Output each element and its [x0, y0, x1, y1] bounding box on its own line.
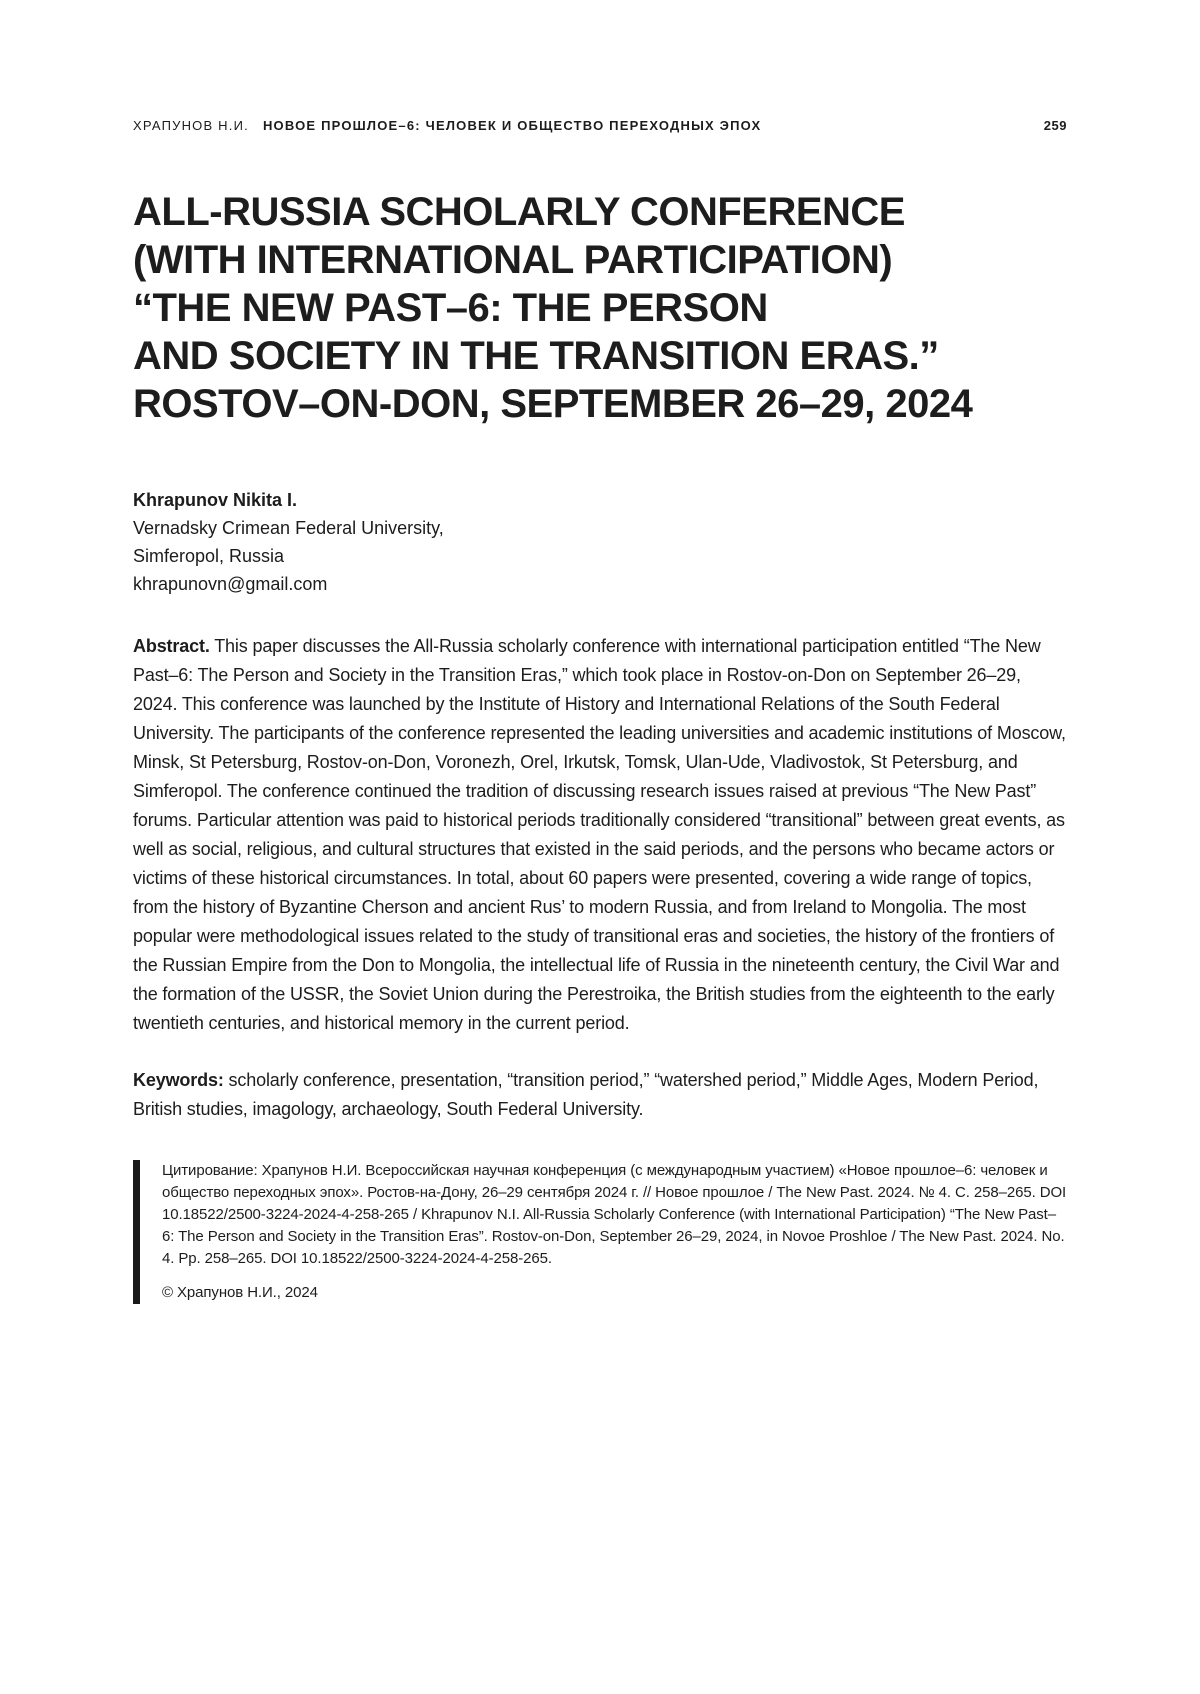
running-head-title: НОВОЕ ПРОШЛОЕ–6: ЧЕЛОВЕК И ОБЩЕСТВО ПЕРЕХОДНЫХ ЭПОХ [262, 118, 762, 133]
article-title-line: (WITH INTERNATIONAL PARTICIPATION) [133, 238, 893, 282]
copyright-line: © Храпунов Н.И., 2024 [162, 1284, 318, 1301]
keywords-label: Keywords: [133, 1070, 224, 1090]
abstract-paragraph [133, 632, 1067, 1038]
running-head [133, 118, 1067, 134]
citation-bar [133, 1160, 140, 1304]
abstract-label: Abstract. [133, 636, 210, 656]
citation-content [140, 1160, 1067, 1304]
author-block [133, 486, 1067, 598]
author-affiliation: Vernadsky Crimean Federal University, [133, 518, 444, 538]
article-title-line: AND SOCIETY IN THE TRANSITION ERAS.” [133, 334, 939, 378]
keywords-text: scholarly conference, presentation, “transition period,” “watershed period,” Middle Ages, Modern Period, British studies, imagology, archaeology, South Federal University. [133, 1070, 1039, 1119]
running-head-left [133, 118, 761, 134]
citation-text: Цитирование: Храпунов Н.И. Всероссийская научная конференция (с международным участием) «Новое прошлое–6: человек и общество переходных эпох». Ростов-на-Дону, 26–29 сентября 2024 г. // Новое прошлое / The New Past. 2024. № 4. С. 258–265. DOI 10.18522/2500-3224-2024-4-258-265 / Khrapunov N.I. All-Russia Scholarly Conference (with International Participation) “The New Past–6: The Person and Society in the Transition Eras”. Rostov-on-Don, September 26–29, 2024, in Novoe Proshloe / The New Past. 2024. No. 4. Pp. 258–265. DOI 10.18522/2500-3224-2024-4-258-265. [162, 1162, 1067, 1267]
author-email: khrapunovn@gmail.com [133, 574, 328, 594]
article-title-line: ALL-RUSSIA SCHOLARLY CONFERENCE [133, 190, 905, 234]
article-title-line: “THE NEW PAST–6: THE PERSON [133, 286, 768, 330]
keywords-paragraph [133, 1066, 1067, 1124]
abstract-text: This paper discusses the All-Russia scholarly conference with international participation entitled “The New Past–6: The Person and Society in the Transition Eras,” which took place in Rostov-on-Don on September 26–29, 2024. This conference was launched by the Institute of History and International Relations of the South Federal University. The participants of the conference represented the leading universities and academic institutions of Moscow, Minsk, St Petersburg, Rostov-on-Don, Voronezh, Orel, Irkutsk, Tomsk, Ulan-Ude, Vladivostok, St Petersburg, and Simferopol. The conference continued the tradition of discussing research issues raised at previous “The New Past” forums. Particular attention was paid to historical periods traditionally considered “transitional” between great events, as well as social, religious, and cultural structures that existed in the said periods, and the persons who became actors or victims of these historical circumstances. In total, about 60 papers were presented, covering a wide range of topics, from the history of Byzantine Cherson and ancient Rus’ to modern Russia, and from Ireland to Mongolia. The most popular were methodological issues related to the study of transitional eras and societies, the history of the frontiers of the Russian Empire from the Don to Mongolia, the intellectual life of Russia in the nineteenth century, the Civil War and the formation of the USSR, the Soviet Union during the Perestroika, the British studies from the eighteenth to the early twentieth centuries, and historical memory in the current period. [133, 636, 1066, 1033]
article-title-line: ROSTOV–ON-DON, SEPTEMBER 26–29, 2024 [133, 382, 973, 426]
citation-block [133, 1160, 1067, 1304]
page-number: 259 [1043, 118, 1067, 133]
running-head-author: ХРАПУНОВ Н.И. [133, 118, 249, 133]
author-city: Simferopol, Russia [133, 546, 285, 566]
author-name: Khrapunov Nikita I. [133, 490, 298, 510]
article-title [133, 188, 1067, 428]
